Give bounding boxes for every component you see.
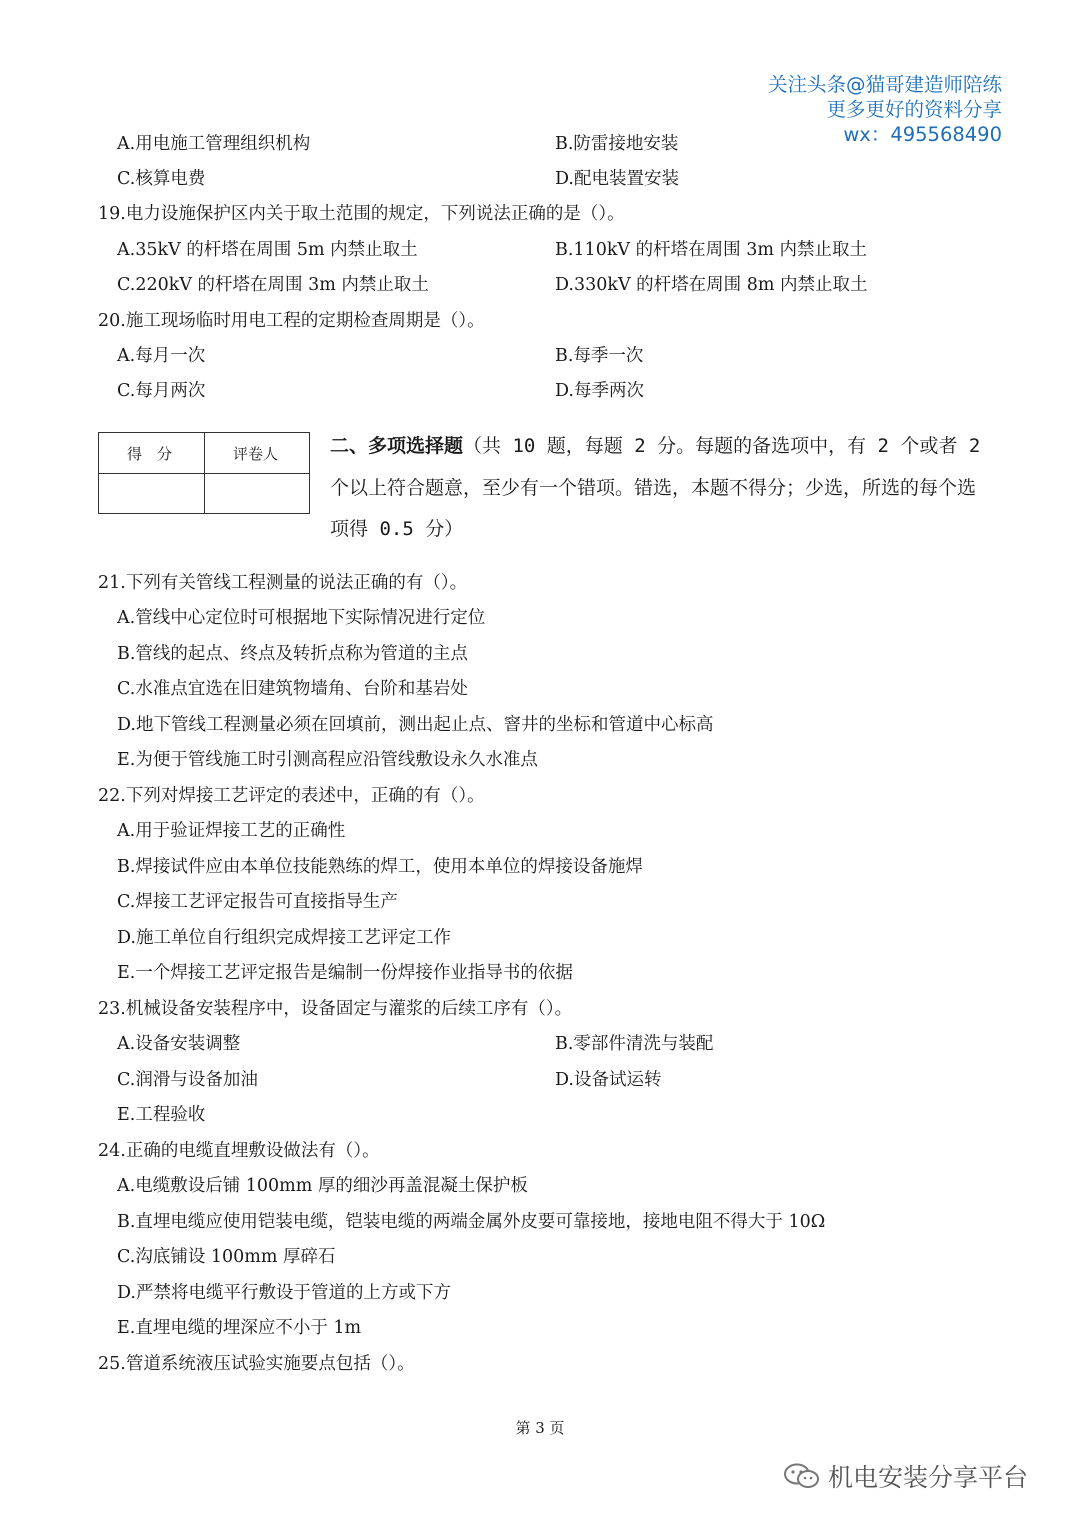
q20-option-c: C.每月两次 bbox=[117, 381, 206, 401]
q21-option-d: D.地下管线工程测量必须在回填前，测出起止点、窨井的坐标和管道中心标高 bbox=[117, 715, 714, 735]
q21-option-b: B.管线的起点、终点及转折点称为管道的主点 bbox=[117, 644, 468, 664]
q24-option-e: E.直埋电缆的埋深应不小于 1m bbox=[117, 1318, 362, 1338]
watermark bbox=[768, 72, 1002, 147]
q19-option-a: A.35kV 的杆塔在周围 5m 内禁止取土 bbox=[117, 240, 418, 260]
section-2-heading: 二、多项选择题 bbox=[330, 435, 464, 457]
grader-label: 评卷人 bbox=[233, 445, 279, 463]
watermark-line-2: 更多更好的资料分享 bbox=[826, 98, 1002, 121]
watermark-line-1: 关注头条@猫哥建造师陪练 bbox=[767, 73, 1002, 96]
q23-option-d: D.设备试运转 bbox=[555, 1070, 662, 1090]
score-table bbox=[98, 432, 310, 514]
q22-option-c: C.焊接工艺评定报告可直接指导生产 bbox=[117, 892, 398, 912]
q19-option-d: D.330kV 的杆塔在周围 8m 内禁止取土 bbox=[555, 275, 868, 295]
q21-option-c: C.水准点宜选在旧建筑物墙角、台阶和基岩处 bbox=[117, 679, 468, 699]
section-2-intro bbox=[330, 426, 990, 551]
q18-option-c: C.核算电费 bbox=[117, 169, 206, 189]
q18-option-d: D.配电装置安装 bbox=[555, 169, 679, 189]
q21-option-e: E.为便于管线施工时引测高程应沿管线敷设永久水准点 bbox=[117, 750, 538, 770]
q24-option-d: D.严禁将电缆平行敷设于管道的上方或下方 bbox=[117, 1283, 451, 1303]
q20-stem: 20.施工现场临时用电工程的定期检查周期是（）。 bbox=[98, 311, 485, 331]
q21-option-a: A.管线中心定位时可根据地下实际情况进行定位 bbox=[117, 608, 486, 628]
q20-option-b: B.每季一次 bbox=[555, 346, 644, 366]
q24-option-c: C.沟底铺设 100mm 厚碎石 bbox=[117, 1247, 336, 1267]
watermark-line-3: wx：495568490 bbox=[843, 123, 1002, 146]
q23-option-e: E.工程验收 bbox=[117, 1105, 206, 1125]
wechat-icon bbox=[782, 1461, 822, 1491]
score-label: 得 分 bbox=[127, 445, 173, 463]
q20-option-d: D.每季两次 bbox=[555, 381, 644, 401]
brand-name: 机电安装分享平台 bbox=[828, 1463, 1029, 1492]
q22-option-e: E.一个焊接工艺评定报告是编制一份焊接作业指导书的依据 bbox=[117, 963, 573, 983]
q25-stem: 25.管道系统液压试验实施要点包括（）。 bbox=[98, 1354, 415, 1374]
q19-option-c: C.220kV 的杆塔在周围 3m 内禁止取土 bbox=[117, 275, 429, 295]
q18-option-a: A.用电施工管理组织机构 bbox=[117, 134, 311, 154]
q24-option-a: A.电缆敷设后铺 100mm 厚的细沙再盖混凝土保护板 bbox=[117, 1176, 528, 1196]
q18-option-b: B.防雷接地安装 bbox=[555, 134, 679, 154]
q24-option-b: B.直埋电缆应使用铠装电缆，铠装电缆的两端金属外皮要可靠接地，接地电阻不得大于 10Ω bbox=[117, 1212, 826, 1232]
q22-option-a: A.用于验证焊接工艺的正确性 bbox=[117, 821, 346, 841]
page-number: 第 3 页 bbox=[515, 1419, 565, 1437]
q20-option-a: A.每月一次 bbox=[117, 346, 206, 366]
q24-stem: 24.正确的电缆直埋敷设做法有（）。 bbox=[98, 1141, 380, 1161]
q23-option-b: B.零部件清洗与装配 bbox=[555, 1034, 714, 1054]
q21-stem: 21.下列有关管线工程测量的说法正确的有（）。 bbox=[98, 573, 468, 593]
q22-option-b: B.焊接试件应由本单位技能熟练的焊工，使用本单位的焊接设备施焊 bbox=[117, 857, 643, 877]
q19-stem: 19.电力设施保护区内关于取土范围的规定，下列说法正确的是（）。 bbox=[98, 204, 625, 224]
brand-watermark bbox=[782, 1458, 1028, 1494]
q23-stem: 23.机械设备安装程序中，设备固定与灌浆的后续工序有（）。 bbox=[98, 999, 573, 1019]
q22-option-d: D.施工单位自行组织完成焊接工艺评定工作 bbox=[117, 928, 451, 948]
q22-stem: 22.下列对焊接工艺评定的表述中，正确的有（）。 bbox=[98, 786, 485, 806]
q23-option-a: A.设备安装调整 bbox=[117, 1034, 241, 1054]
q19-option-b: B.110kV 的杆塔在周围 3m 内禁止取土 bbox=[555, 240, 867, 260]
section-2-instructions: （共 10 题，每题 2 分。每题的备选项中，有 2 个或者 2 个以上符合题意，至少有一个错项。错选，本题不得分；少选，所选的每个选项得 0.5 分） bbox=[330, 435, 992, 540]
q23-option-c: C.润滑与设备加油 bbox=[117, 1070, 258, 1090]
